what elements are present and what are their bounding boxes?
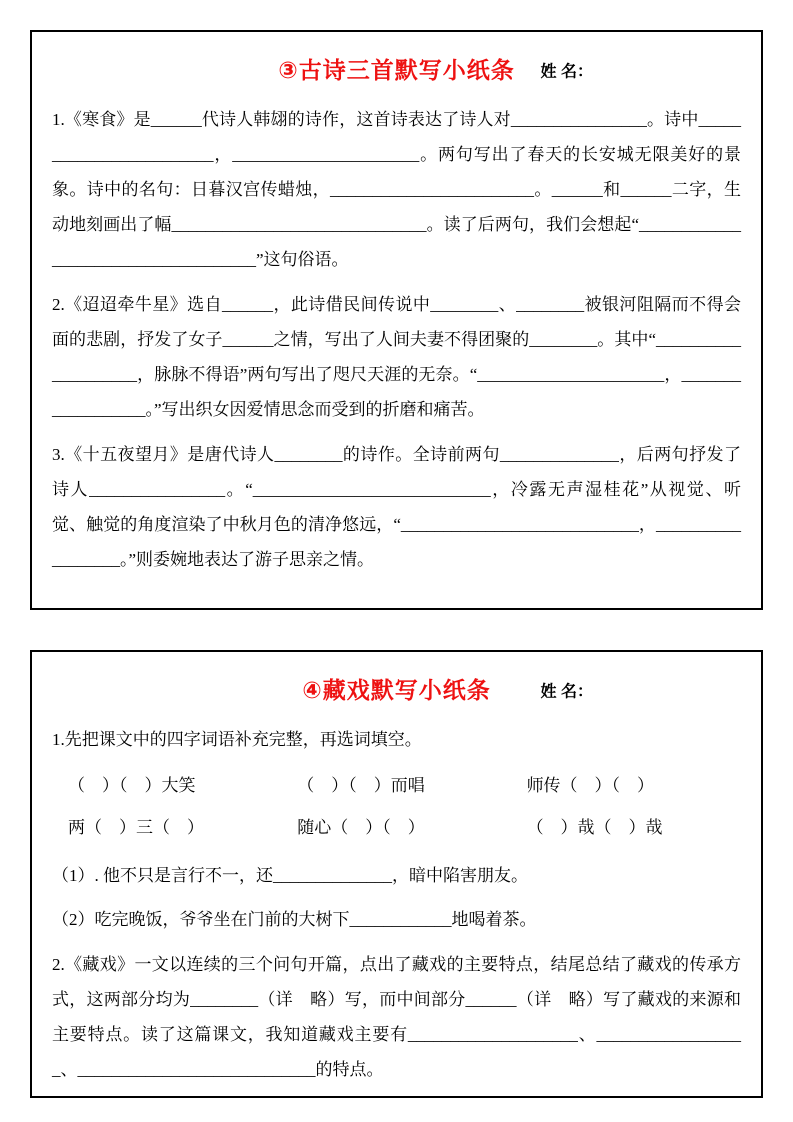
word-item-5: 随心（ ）（ ） [297,818,425,837]
word-item-1: （ ）（ ）大笑 [68,776,196,795]
word-item-3: 师传（ ）（ ） [526,776,655,795]
card-poems-dictation [30,30,763,610]
card-opera-header [52,674,741,706]
poems-question-3: 3.《十五夜望月》是唐代诗人________的诗作。全诗前两句______________，后两句抒发了诗人________________。“____________________________，冷露无声湿桂花”从视觉、听觉、触觉的角度渲染了中秋月色的清净悠远，“____________________________，__________________。”则委婉地表达了游子思亲之情。 [52,445,741,569]
card-poems-title: ③古诗三首默写小纸条 [278,57,515,83]
card-tibetan-opera-dictation [30,650,763,1098]
word-item-4: 两（ ）三（ ） [68,818,204,837]
card-poems-header [52,54,741,86]
opera-question-1-intro: 1.先把课文中的四字词语补充完整，再选词填空。 [52,730,422,749]
word-item-2: （ ）（ ）而唱 [297,776,425,795]
poems-question-2: 2.《迢迢牵牛星》选自______，此诗借民间传说中________、________被银河阻隔而不得会面的悲剧，抒发了女子______之情，写出了人间夫妻不得团聚的________。其中“____________________，脉脉不得语”两句写出了咫尺天涯的无奈。“______________________，__________________。”写出织女因爱情思念而受到的折磨和痛苦。 [52,295,741,419]
word-item-6: （ ）哉（ ）哉 [526,818,663,837]
card-opera-name-label: 姓 名： [540,683,593,701]
opera-sub-question-1: （1）. 他不只是言行不一，还______________，暗中陷害朋友。 [52,866,528,885]
opera-question-2: 2.《藏戏》一文以连续的三个问句开篇，点出了藏戏的主要特点，结尾总结了藏戏的传承方式，这两部分均为________（详 略）写，而中间部分______（详 略）写了藏戏的来源和主要特点。读了这篇课文，我知道藏戏主要有____________________、__________________、____________________________的特点。 [52,955,741,1079]
card-opera-title: ④藏戏默写小纸条 [302,677,491,703]
word-completion-grid [52,767,741,847]
card-poems-name-label: 姓 名： [540,63,593,81]
poems-question-1: 1.《寒食》是______代诗人韩翃的诗作，这首诗表达了诗人对________________。诗中________________________，______________________。两句写出了春天的长安城无限美好的景象。诗中的名句：日暮汉宫传蜡烛，________________________。______和______二字，生动地刻画出了幅______________________________。读了后两句，我们会想起“____________________________________”这句俗语。 [52,110,741,269]
opera-sub-question-2: （2）吃完晚饭，爷爷坐在门前的大树下____________地喝着茶。 [52,910,537,929]
